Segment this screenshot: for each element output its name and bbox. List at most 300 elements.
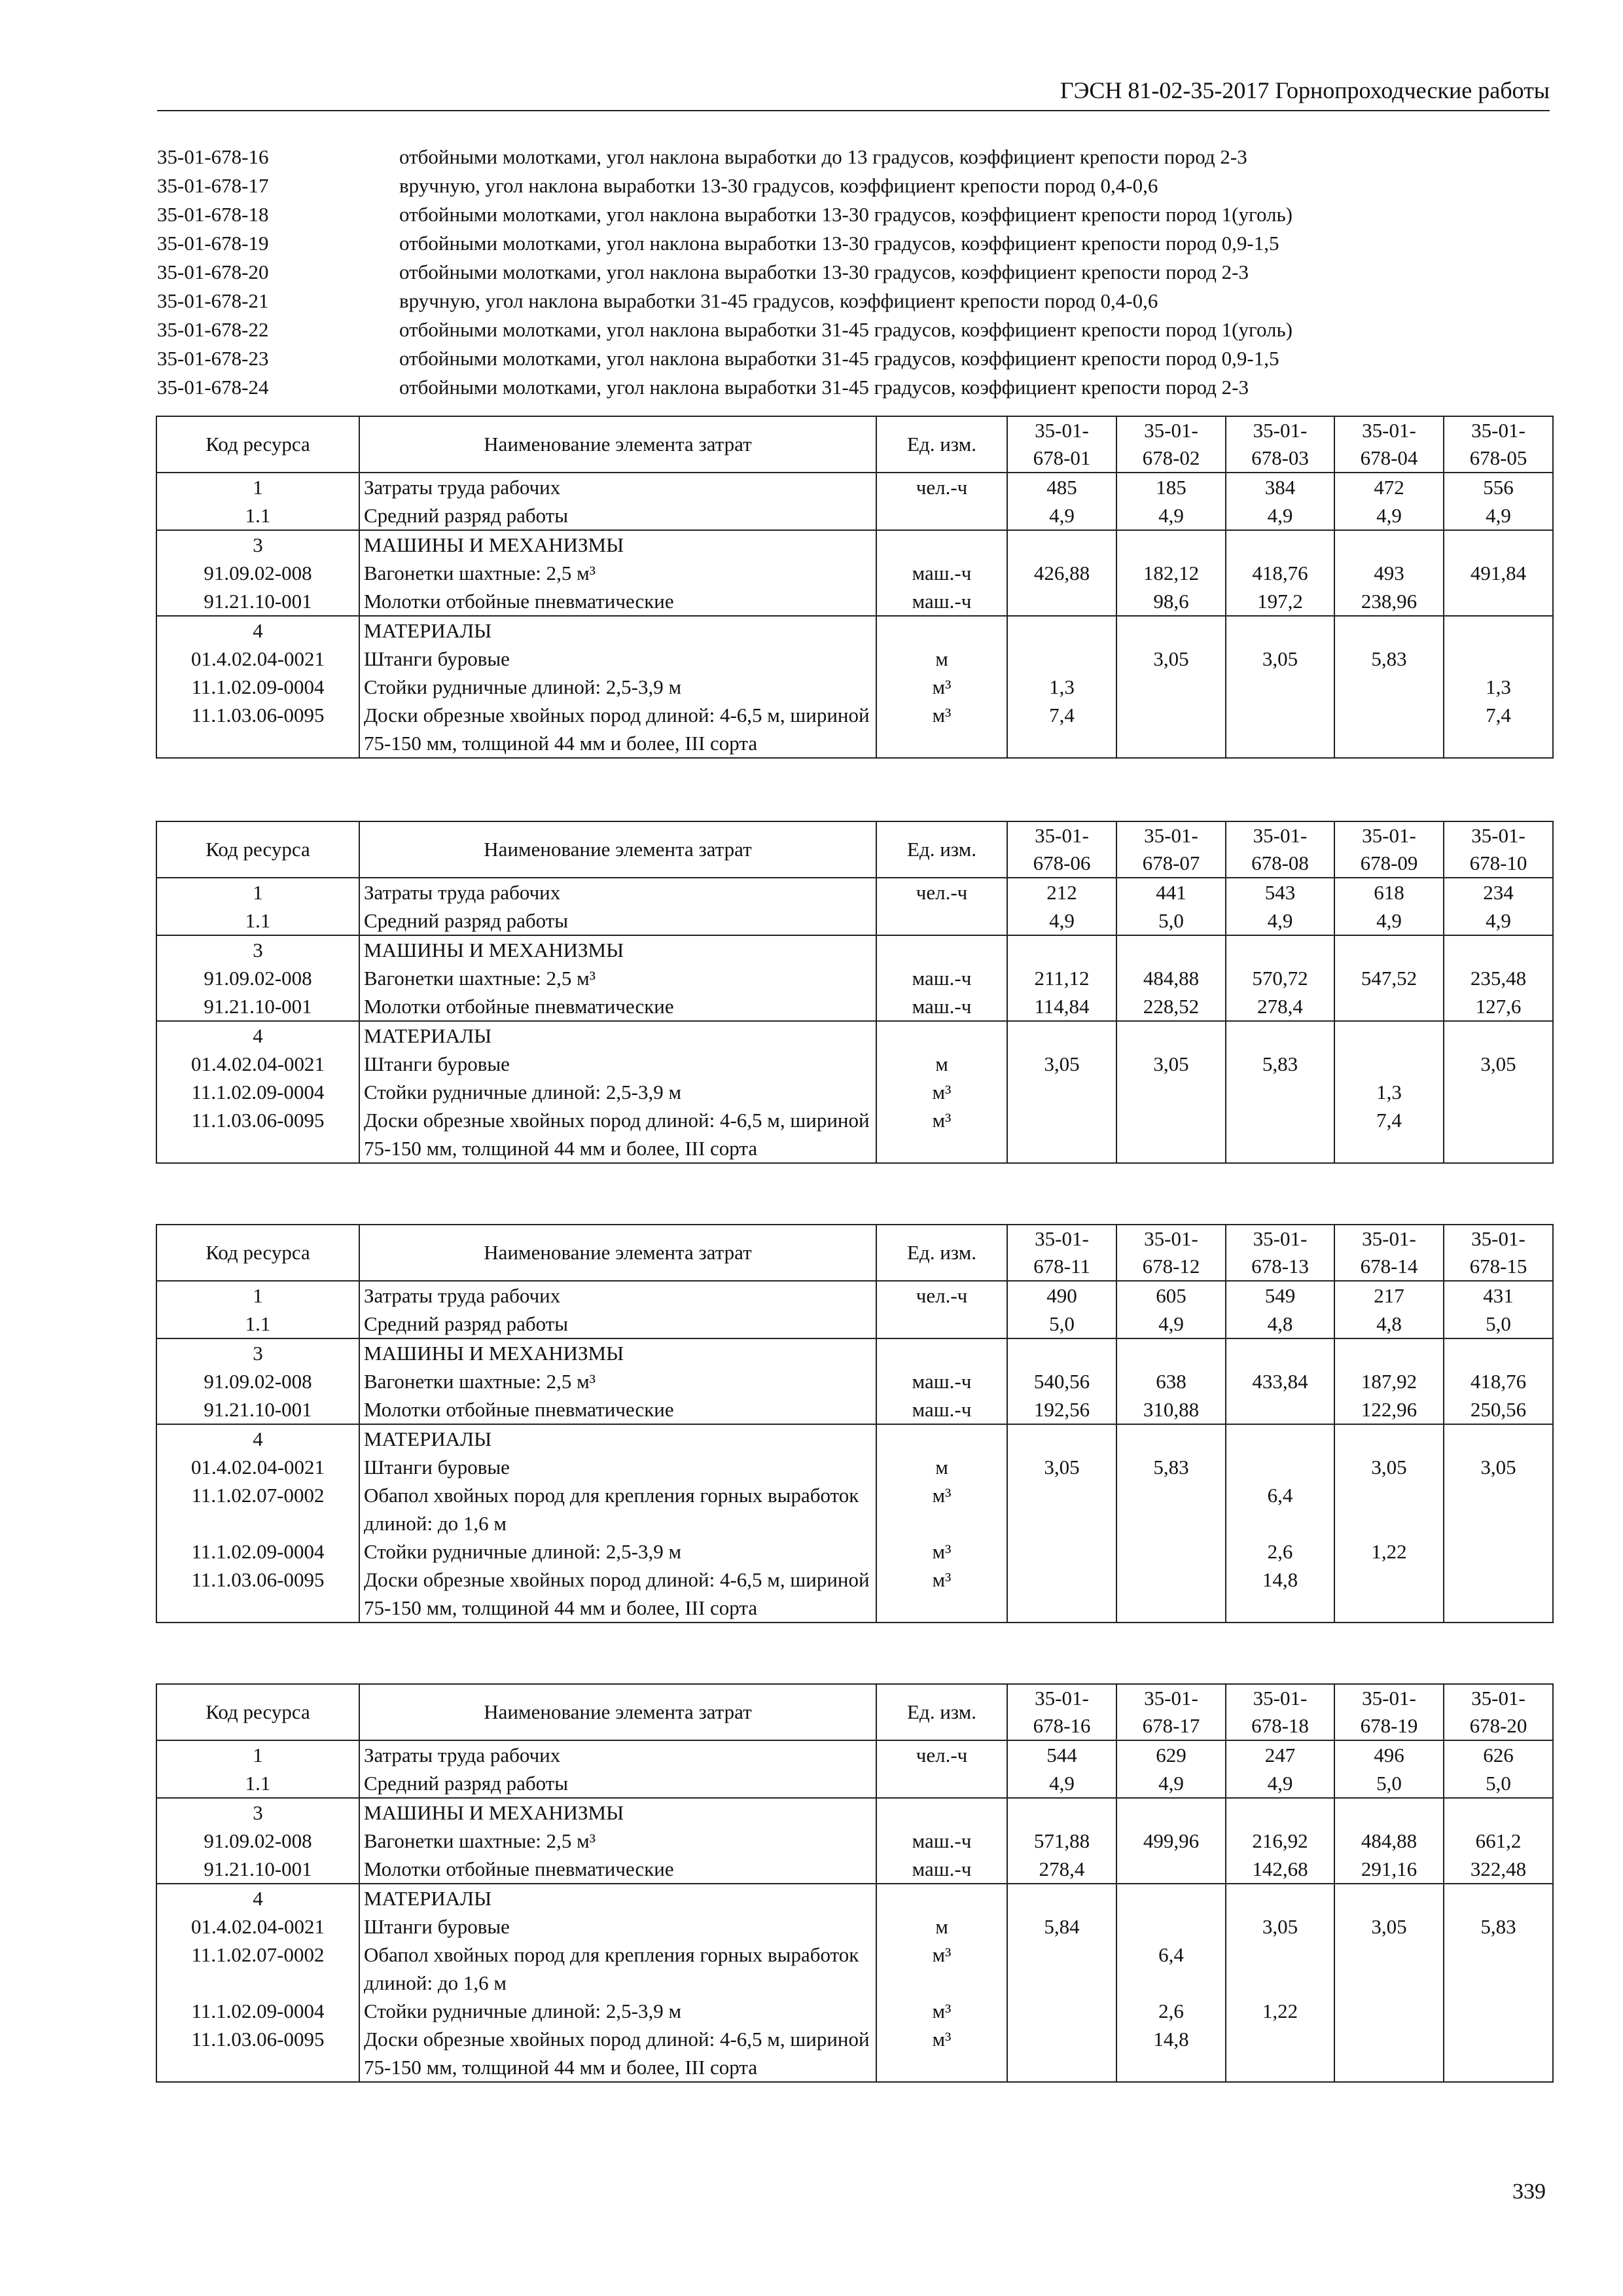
norm-code-prefix: 35-01- — [1144, 419, 1198, 442]
resource-value: 5,0 — [1444, 1769, 1553, 1798]
resource-unit — [876, 906, 1007, 935]
resource-value: 197,2 — [1226, 587, 1334, 616]
resource-value: 310,88 — [1116, 1395, 1226, 1424]
document-title: ГЭСН 81-02-35-2017 Горнопроходческие работы — [1060, 77, 1550, 103]
resource-value — [1007, 1424, 1116, 1453]
resource-value: 278,4 — [1007, 1855, 1116, 1884]
resource-name: Средний разряд работы — [359, 501, 876, 530]
resource-unit: маш.-ч — [876, 1395, 1007, 1424]
resource-name: Штанги буровые — [359, 1912, 876, 1941]
resource-name: МАТЕРИАЛЫ — [359, 616, 876, 645]
resource-value — [1444, 2025, 1553, 2082]
resource-value: 5,83 — [1444, 1912, 1553, 1941]
resource-value — [1444, 1481, 1553, 1537]
resource-code: 01.4.02.04-0021 — [156, 1912, 359, 1941]
resource-value — [1334, 530, 1444, 559]
resource-value: 3,05 — [1226, 1912, 1334, 1941]
resource-code: 4 — [156, 1424, 359, 1453]
table-row — [156, 1740, 1553, 1769]
norm-code-prefix: 35-01- — [1471, 1227, 1525, 1250]
code-description: отбойными молотками, угол наклона выработки 31-45 градусов, коэффициент крепости пород 0,9-1,5 — [399, 347, 1279, 370]
resource-value — [1116, 673, 1226, 701]
resource-value: 418,76 — [1444, 1367, 1553, 1395]
name-header: Наименование элемента затрат — [359, 821, 876, 878]
norm-column-header — [1116, 821, 1226, 878]
code-id: 35-01-678-18 — [157, 203, 269, 226]
resource-unit: маш.-ч — [876, 1827, 1007, 1855]
table-row — [156, 1338, 1553, 1367]
code-id: 35-01-678-17 — [157, 174, 269, 197]
resource-value: 6,4 — [1226, 1481, 1334, 1537]
resource-value: 540,56 — [1007, 1367, 1116, 1395]
resource-value — [1334, 701, 1444, 758]
resource-unit: м³ — [876, 673, 1007, 701]
resource-name: Стойки рудничные длиной: 2,5-3,9 м — [359, 1078, 876, 1106]
resource-value — [1116, 1338, 1226, 1367]
code-id: 35-01-678-24 — [157, 376, 269, 399]
resource-value: 3,05 — [1116, 645, 1226, 673]
resource-value — [1007, 2025, 1116, 2082]
table-row — [156, 992, 1553, 1021]
name-header: Наименование элемента затрат — [359, 1225, 876, 1281]
resource-value: 278,4 — [1226, 992, 1334, 1021]
resource-value: 234 — [1444, 878, 1553, 906]
resource-value — [1116, 1021, 1226, 1050]
norm-code-prefix: 35-01- — [1253, 1687, 1308, 1710]
resource-name: Молотки отбойные пневматические — [359, 1855, 876, 1884]
resource-value: 211,12 — [1007, 964, 1116, 992]
resource-value — [1226, 530, 1334, 559]
resource-value — [1116, 1481, 1226, 1537]
resource-unit — [876, 1798, 1007, 1827]
resource-value — [1444, 1338, 1553, 1367]
table-row — [156, 1537, 1553, 1566]
norm-column-header — [1116, 1684, 1226, 1740]
table-row — [156, 1106, 1553, 1163]
resource-name: Вагонетки шахтные: 2,5 м³ — [359, 964, 876, 992]
resource-value — [1226, 1395, 1334, 1424]
resource-unit: маш.-ч — [876, 1855, 1007, 1884]
resource-value — [1226, 1338, 1334, 1367]
resource-value: 433,84 — [1226, 1367, 1334, 1395]
resource-code: 91.21.10-001 — [156, 1855, 359, 1884]
resource-value — [1226, 1453, 1334, 1481]
table-row — [156, 1424, 1553, 1453]
resource-code: 4 — [156, 1021, 359, 1050]
norm-code-suffix: 678-20 — [1469, 1714, 1527, 1737]
resource-name: Штанги буровые — [359, 645, 876, 673]
table-row — [156, 1941, 1553, 1997]
name-header: Наименование элемента затрат — [359, 1684, 876, 1740]
unit-header: Ед. изм. — [876, 416, 1007, 473]
resource-value: 543 — [1226, 878, 1334, 906]
norm-code-prefix: 35-01- — [1035, 1227, 1089, 1250]
resource-value: 4,9 — [1444, 501, 1553, 530]
resource-value: 3,05 — [1007, 1050, 1116, 1078]
table-row — [156, 935, 1553, 964]
resource-code: 1 — [156, 1740, 359, 1769]
resource-name: МАТЕРИАЛЫ — [359, 1424, 876, 1453]
norm-code-suffix: 678-15 — [1469, 1255, 1527, 1278]
table-row — [156, 530, 1553, 559]
resource-value: 1,3 — [1007, 673, 1116, 701]
resource-code: 1.1 — [156, 1310, 359, 1338]
resource-value — [1334, 1941, 1444, 1997]
resource-value: 418,76 — [1226, 559, 1334, 587]
resource-value: 7,4 — [1444, 701, 1553, 758]
resource-value — [1007, 1941, 1116, 1997]
resource-value: 5,0 — [1334, 1769, 1444, 1798]
resource-value: 4,9 — [1334, 501, 1444, 530]
resource-name: Молотки отбойные пневматические — [359, 1395, 876, 1424]
resource-value: 4,9 — [1444, 906, 1553, 935]
resource-value — [1444, 616, 1553, 645]
resource-value — [1444, 1424, 1553, 1453]
norm-column-header — [1007, 1225, 1116, 1281]
norm-code-suffix: 678-07 — [1142, 852, 1200, 874]
resource-value: 187,92 — [1334, 1367, 1444, 1395]
resource-value: 212 — [1007, 878, 1116, 906]
norm-code-suffix: 678-18 — [1251, 1714, 1309, 1737]
resource-value: 322,48 — [1444, 1855, 1553, 1884]
resource-value: 1,3 — [1444, 673, 1553, 701]
resource-value: 4,9 — [1226, 501, 1334, 530]
resource-value — [1444, 1021, 1553, 1050]
resource-value: 5,0 — [1444, 1310, 1553, 1338]
resource-name: Доски обрезные хвойных пород длиной: 4-6,5 м, шириной 75-150 мм, толщиной 44 мм и более, III сорта — [359, 1106, 876, 1163]
resource-value: 4,9 — [1007, 501, 1116, 530]
resource-name: Затраты труда рабочих — [359, 1740, 876, 1769]
code-list-item — [157, 200, 1564, 229]
code-description: отбойными молотками, угол наклона выработки 13-30 градусов, коэффициент крепости пород 1(уголь) — [399, 203, 1293, 226]
resource-value — [1444, 1106, 1553, 1163]
resource-value: 5,0 — [1007, 1310, 1116, 1338]
table-row — [156, 1078, 1553, 1106]
resource-value — [1444, 587, 1553, 616]
norm-code-prefix: 35-01- — [1362, 1227, 1416, 1250]
resource-code: 91.09.02-008 — [156, 964, 359, 992]
resource-name: Средний разряд работы — [359, 1769, 876, 1798]
resource-value: 626 — [1444, 1740, 1553, 1769]
resource-code: 3 — [156, 1798, 359, 1827]
resource-code: 91.21.10-001 — [156, 587, 359, 616]
resource-value — [1334, 1481, 1444, 1537]
resource-name: Затраты труда рабочих — [359, 878, 876, 906]
code-header: Код ресурса — [156, 821, 359, 878]
norm-code-prefix: 35-01- — [1253, 1227, 1308, 1250]
resource-value: 1,22 — [1334, 1537, 1444, 1566]
norm-column-header — [1007, 1684, 1116, 1740]
code-list-item — [157, 373, 1564, 402]
resource-unit: м³ — [876, 1537, 1007, 1566]
norm-code-suffix: 678-16 — [1033, 1714, 1091, 1737]
norm-code-suffix: 678-11 — [1033, 1255, 1090, 1278]
resource-code: 11.1.03.06-0095 — [156, 701, 359, 758]
table-row — [156, 906, 1553, 935]
resource-value — [1007, 1566, 1116, 1623]
resource-value — [1444, 530, 1553, 559]
resource-table — [156, 1683, 1554, 2083]
resource-code: 91.09.02-008 — [156, 1367, 359, 1395]
unit-header: Ед. изм. — [876, 1225, 1007, 1281]
norm-code-suffix: 678-06 — [1033, 852, 1091, 874]
norm-column-header — [1226, 1225, 1334, 1281]
norm-column-header — [1226, 1684, 1334, 1740]
resource-unit: м — [876, 1050, 1007, 1078]
norm-code-prefix: 35-01- — [1471, 824, 1525, 847]
norm-column-header — [1334, 1684, 1444, 1740]
resource-value — [1444, 935, 1553, 964]
resource-value: 3,05 — [1334, 1453, 1444, 1481]
resource-value — [1116, 1566, 1226, 1623]
resource-value — [1334, 992, 1444, 1021]
resource-value: 228,52 — [1116, 992, 1226, 1021]
resource-unit — [876, 1424, 1007, 1453]
resource-value: 122,96 — [1334, 1395, 1444, 1424]
resource-value: 556 — [1444, 473, 1553, 501]
resource-value: 493 — [1334, 559, 1444, 587]
norm-code-suffix: 678-10 — [1469, 852, 1527, 874]
resource-unit — [876, 935, 1007, 964]
resource-code: 01.4.02.04-0021 — [156, 1453, 359, 1481]
resource-code: 4 — [156, 1884, 359, 1912]
table-header-row — [156, 416, 1553, 473]
resource-value: 5,83 — [1226, 1050, 1334, 1078]
code-id: 35-01-678-19 — [157, 232, 269, 255]
resource-value — [1226, 1078, 1334, 1106]
norm-column-header — [1116, 416, 1226, 473]
resource-table — [156, 416, 1554, 759]
resource-unit — [876, 1021, 1007, 1050]
norm-code-prefix: 35-01- — [1362, 1687, 1416, 1710]
resource-value — [1226, 2025, 1334, 2082]
table-row — [156, 1912, 1553, 1941]
code-list-item — [157, 315, 1564, 344]
resource-value: 4,9 — [1334, 906, 1444, 935]
table-row — [156, 964, 1553, 992]
resource-value — [1116, 1424, 1226, 1453]
table-row — [156, 473, 1553, 501]
code-header: Код ресурса — [156, 1684, 359, 1740]
resource-value — [1116, 616, 1226, 645]
code-id: 35-01-678-16 — [157, 145, 269, 168]
table-row — [156, 1453, 1553, 1481]
norm-column-header — [1444, 416, 1553, 473]
norm-code-suffix: 678-05 — [1469, 446, 1527, 469]
resource-unit: м — [876, 1453, 1007, 1481]
resource-value: 4,9 — [1226, 1769, 1334, 1798]
resource-value: 638 — [1116, 1367, 1226, 1395]
resource-value: 3,05 — [1226, 645, 1334, 673]
resource-value: 7,4 — [1334, 1106, 1444, 1163]
name-header: Наименование элемента затрат — [359, 416, 876, 473]
resource-unit: чел.-ч — [876, 1281, 1007, 1310]
resource-unit — [876, 530, 1007, 559]
resource-value — [1226, 1021, 1334, 1050]
resource-value: 114,84 — [1007, 992, 1116, 1021]
resource-value: 426,88 — [1007, 559, 1116, 587]
resource-value: 472 — [1334, 473, 1444, 501]
resource-code: 91.09.02-008 — [156, 1827, 359, 1855]
table-row — [156, 559, 1553, 587]
resource-unit — [876, 1884, 1007, 1912]
resource-code: 91.09.02-008 — [156, 559, 359, 587]
resource-name: Молотки отбойные пневматические — [359, 587, 876, 616]
resource-value: 216,92 — [1226, 1827, 1334, 1855]
resource-value: 3,05 — [1444, 1050, 1553, 1078]
resource-unit: м — [876, 645, 1007, 673]
resource-unit — [876, 616, 1007, 645]
norm-code-suffix: 678-17 — [1142, 1714, 1200, 1737]
resource-value — [1334, 1798, 1444, 1827]
resource-value: 127,6 — [1444, 992, 1553, 1021]
resource-value: 491,84 — [1444, 559, 1553, 587]
resource-value — [1334, 1338, 1444, 1367]
resource-value — [1116, 1537, 1226, 1566]
norm-code-prefix: 35-01- — [1471, 419, 1525, 442]
code-id: 35-01-678-21 — [157, 289, 269, 312]
resource-code: 1.1 — [156, 501, 359, 530]
resource-unit — [876, 1769, 1007, 1798]
resource-value — [1334, 1424, 1444, 1453]
resource-name: Обапол хвойных пород для крепления горных выработок длиной: до 1,6 м — [359, 1481, 876, 1537]
resource-value: 1,22 — [1226, 1997, 1334, 2025]
resource-value — [1226, 935, 1334, 964]
resource-value: 247 — [1226, 1740, 1334, 1769]
resource-unit: маш.-ч — [876, 559, 1007, 587]
resource-unit: м³ — [876, 1941, 1007, 1997]
norm-code-suffix: 678-14 — [1360, 1255, 1418, 1278]
table-row — [156, 1310, 1553, 1338]
resource-code: 3 — [156, 1338, 359, 1367]
resource-value — [1226, 1424, 1334, 1453]
norm-column-header — [1334, 821, 1444, 878]
norm-code-prefix: 35-01- — [1253, 419, 1308, 442]
resource-value — [1116, 530, 1226, 559]
resource-value: 441 — [1116, 878, 1226, 906]
resource-value: 5,0 — [1116, 906, 1226, 935]
code-id: 35-01-678-20 — [157, 260, 269, 283]
resource-value: 547,52 — [1334, 964, 1444, 992]
code-header: Код ресурса — [156, 1225, 359, 1281]
code-list-item — [157, 287, 1564, 315]
norm-code-suffix: 678-09 — [1360, 852, 1418, 874]
resource-value — [1116, 935, 1226, 964]
resource-code: 11.1.03.06-0095 — [156, 1106, 359, 1163]
table-row — [156, 1395, 1553, 1424]
table-row — [156, 1997, 1553, 2025]
unit-header: Ед. изм. — [876, 821, 1007, 878]
norm-column-header — [1116, 1225, 1226, 1281]
resource-value — [1226, 1941, 1334, 1997]
resource-value: 98,6 — [1116, 587, 1226, 616]
resource-value: 3,05 — [1334, 1912, 1444, 1941]
resource-name: Стойки рудничные длиной: 2,5-3,9 м — [359, 1997, 876, 2025]
resource-value — [1007, 1021, 1116, 1050]
resource-name: Штанги буровые — [359, 1050, 876, 1078]
resource-value — [1334, 1997, 1444, 2025]
resource-unit: маш.-ч — [876, 964, 1007, 992]
resource-value: 4,8 — [1334, 1310, 1444, 1338]
norm-code-suffix: 678-04 — [1360, 446, 1418, 469]
resource-unit — [876, 501, 1007, 530]
resource-value: 384 — [1226, 473, 1334, 501]
resource-name: Стойки рудничные длиной: 2,5-3,9 м — [359, 1537, 876, 1566]
resource-code: 11.1.02.09-0004 — [156, 1537, 359, 1566]
norm-code-prefix: 35-01- — [1362, 824, 1416, 847]
resource-name: Средний разряд работы — [359, 1310, 876, 1338]
resource-unit — [876, 1338, 1007, 1367]
resource-value — [1226, 1798, 1334, 1827]
resource-name: Средний разряд работы — [359, 906, 876, 935]
resource-code: 11.1.02.09-0004 — [156, 1078, 359, 1106]
norm-code-prefix: 35-01- — [1471, 1687, 1525, 1710]
resource-value: 570,72 — [1226, 964, 1334, 992]
resource-value — [1007, 1078, 1116, 1106]
resource-value: 629 — [1116, 1740, 1226, 1769]
norm-code-suffix: 678-13 — [1251, 1255, 1309, 1278]
resource-unit: м³ — [876, 1078, 1007, 1106]
resource-code: 91.21.10-001 — [156, 992, 359, 1021]
resource-table — [156, 1224, 1554, 1623]
resource-value — [1007, 1537, 1116, 1566]
resource-unit: м — [876, 1912, 1007, 1941]
resource-value: 484,88 — [1116, 964, 1226, 992]
resource-value: 5,84 — [1007, 1912, 1116, 1941]
resource-value — [1444, 1997, 1553, 2025]
table-row — [156, 1566, 1553, 1623]
resource-value: 14,8 — [1226, 1566, 1334, 1623]
resource-value — [1007, 530, 1116, 559]
resource-code: 1.1 — [156, 906, 359, 935]
norm-code-suffix: 678-02 — [1142, 446, 1200, 469]
resource-name: Доски обрезные хвойных пород длиной: 4-6,5 м, шириной 75-150 мм, толщиной 44 мм и более, III сорта — [359, 2025, 876, 2082]
resource-unit: м³ — [876, 1566, 1007, 1623]
table-row — [156, 1769, 1553, 1798]
norm-column-header — [1007, 821, 1116, 878]
resource-code: 11.1.03.06-0095 — [156, 2025, 359, 2082]
resource-value — [1007, 935, 1116, 964]
code-list-item — [157, 344, 1564, 373]
resource-name: Доски обрезные хвойных пород длиной: 4-6,5 м, шириной 75-150 мм, толщиной 44 мм и более, III сорта — [359, 701, 876, 758]
resource-value — [1116, 1106, 1226, 1163]
resource-table — [156, 821, 1554, 1164]
resource-value: 4,9 — [1226, 906, 1334, 935]
resource-value — [1007, 1997, 1116, 2025]
resource-value: 4,9 — [1116, 1769, 1226, 1798]
resource-name: МАШИНЫ И МЕХАНИЗМЫ — [359, 530, 876, 559]
resource-value — [1007, 1481, 1116, 1537]
resource-value: 4,9 — [1007, 906, 1116, 935]
resource-value — [1334, 1566, 1444, 1623]
table-row — [156, 701, 1553, 758]
resource-value: 661,2 — [1444, 1827, 1553, 1855]
table-row — [156, 1367, 1553, 1395]
code-description: вручную, угол наклона выработки 13-30 градусов, коэффициент крепости пород 0,4-0,6 — [399, 174, 1158, 197]
resource-value: 142,68 — [1226, 1855, 1334, 1884]
resource-value — [1226, 616, 1334, 645]
resource-unit: маш.-ч — [876, 587, 1007, 616]
resource-code: 01.4.02.04-0021 — [156, 645, 359, 673]
resource-value: 490 — [1007, 1281, 1116, 1310]
resource-value — [1334, 2025, 1444, 2082]
resource-unit: м³ — [876, 701, 1007, 758]
resource-code: 4 — [156, 616, 359, 645]
resource-unit: чел.-ч — [876, 878, 1007, 906]
resource-value: 3,05 — [1444, 1453, 1553, 1481]
resource-value: 14,8 — [1116, 2025, 1226, 2082]
resource-value: 7,4 — [1007, 701, 1116, 758]
